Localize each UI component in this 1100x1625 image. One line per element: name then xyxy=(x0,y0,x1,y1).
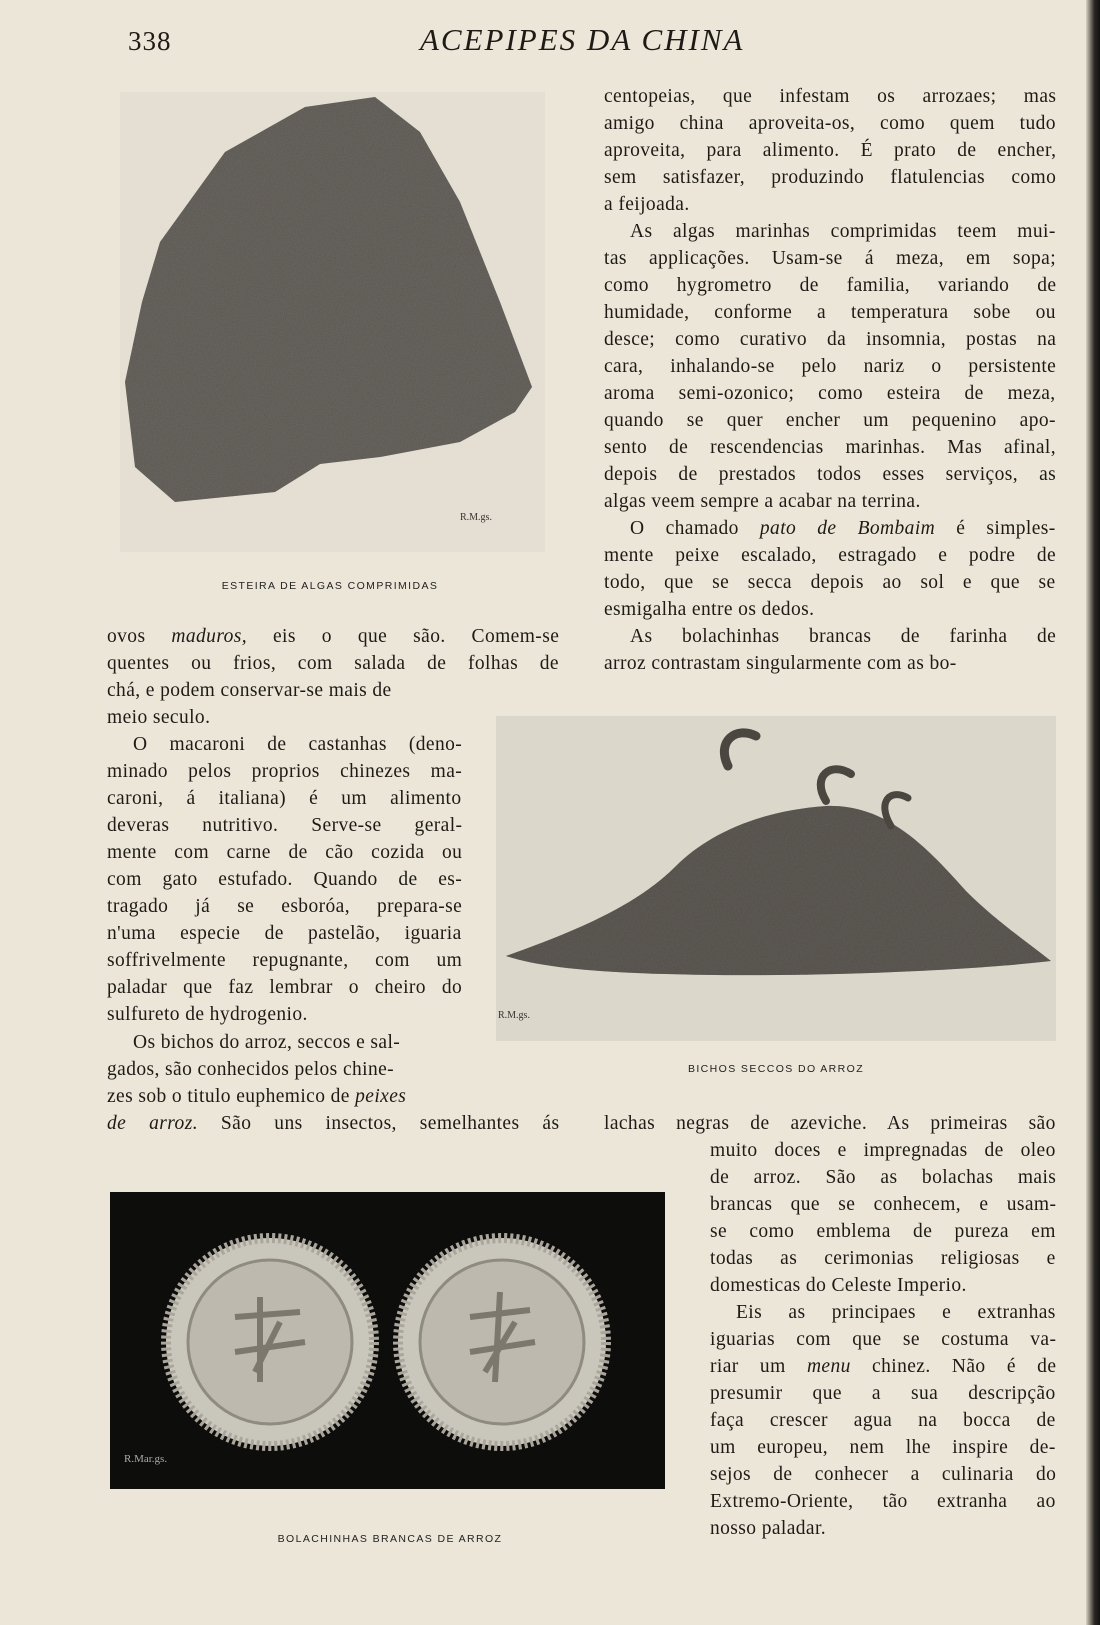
rice-cakes-signature: R.Mar.gs. xyxy=(124,1453,168,1465)
paragraph-lachas-negras: lachas negras de azeviche. As primeiras são muito doces e impregnadas de oleo de arroz. São as bolachas mais brancas que se conhecem, e usam- se como emblema de pureza em todas as cerimonias religiosas e domesticas do Celeste Imperio. xyxy=(604,1113,1057,1296)
paragraph-algas: As algas marinhas comprimidas teem mui- tas applicações. Usam-se á meza, em sopa; como hygrometro de familia, variando de humidade, conforme a temperatura sobe ou desce; como curativo da insomnia, postas na cara, inhalando-se pelo nariz o persistente aroma semi-ozonico; como esteira de meza, quando se quer encher um pequenino apo- sento de rescendencias marinhas. Mas afinal, depois de prestados todos esses serviços, as algas veem sempre a acabar na terrina. xyxy=(604,221,1057,512)
rice-bugs-signature: R.M.gs. xyxy=(498,1010,530,1021)
page-edge-shadow xyxy=(1086,0,1100,1625)
rice-cakes-photo xyxy=(110,1192,665,1489)
paragraph-bichos-do-arroz: Os bichos do arroz, seccos e sal- gados, são conhecidos pelos chine- zes sob o titulo euphemico de peixes de arroz. São uns insectos, semelhantes ás xyxy=(107,1032,560,1134)
paragraph-ovos-maduros: ovos maduros, eis o que são. Comem-se quentes ou frios, com salada de folhas de chá, e podem conservar-se mais de meio seculo. xyxy=(107,626,560,728)
paragraph-bolachinhas: As bolachinhas brancas de farinha de arroz contrastam singularmente com as bo- xyxy=(604,626,1057,674)
paragraph-macaroni: O macaroni de castanhas (deno- minado pelos proprios chinezes ma- caroni, á italiana) é um alimento deveras nutritivo. Serve-se geral- mente com carne de cão cozida ou com gato estufado. Quando de es- tragado já se esboróa, prepara-se n'uma especie de pastelão, iguaria soffrivelmente repugnante, com um paladar que faz lembrar o cheiro do sulfureto de hydrogenio. xyxy=(107,734,463,1025)
seaweed-mat-photo xyxy=(120,92,545,552)
rice-cakes-caption: BOLACHINHAS BRANCAS DE ARROZ xyxy=(277,1533,503,1545)
rice-bugs-photo xyxy=(496,716,1056,1041)
running-title: ACEPIPES DA CHINA xyxy=(420,22,745,57)
paragraph-centopeias: centopeias, que infestam os arrozaes; mas amigo china aproveita-os, como quem tudo aproveita, para alimento. É prato de encher, sem satisfazer, produzindo flatulencias como a feijoada. xyxy=(604,86,1057,215)
page-number: 338 xyxy=(128,26,172,56)
paragraph-eis-as-principaes: Eis as principaes e extranhas iguarias com que se costuma va- riar um menu chinez. Não é de presumir que a sua descripção faça crescer agua na bocca de um europeu, nem lhe inspire de- sejos de conhecer a culinaria do Extremo-Oriente, tão extranha ao nosso paladar. xyxy=(710,1302,1057,1539)
seaweed-mat-caption: ESTEIRA DE ALGAS COMPRIMIDAS xyxy=(221,580,439,592)
rice-bugs-caption: BICHOS SECCOS DO ARROZ xyxy=(687,1063,865,1075)
paragraph-pato-de-bombaim: O chamado pato de Bombaim é simples- mente peixe escalado, estragado e podre de todo, que se secca depois ao sol e que se esmigalha entre os dedos. xyxy=(604,518,1057,620)
seaweed-mat-signature: R.M.gs. xyxy=(460,512,492,523)
